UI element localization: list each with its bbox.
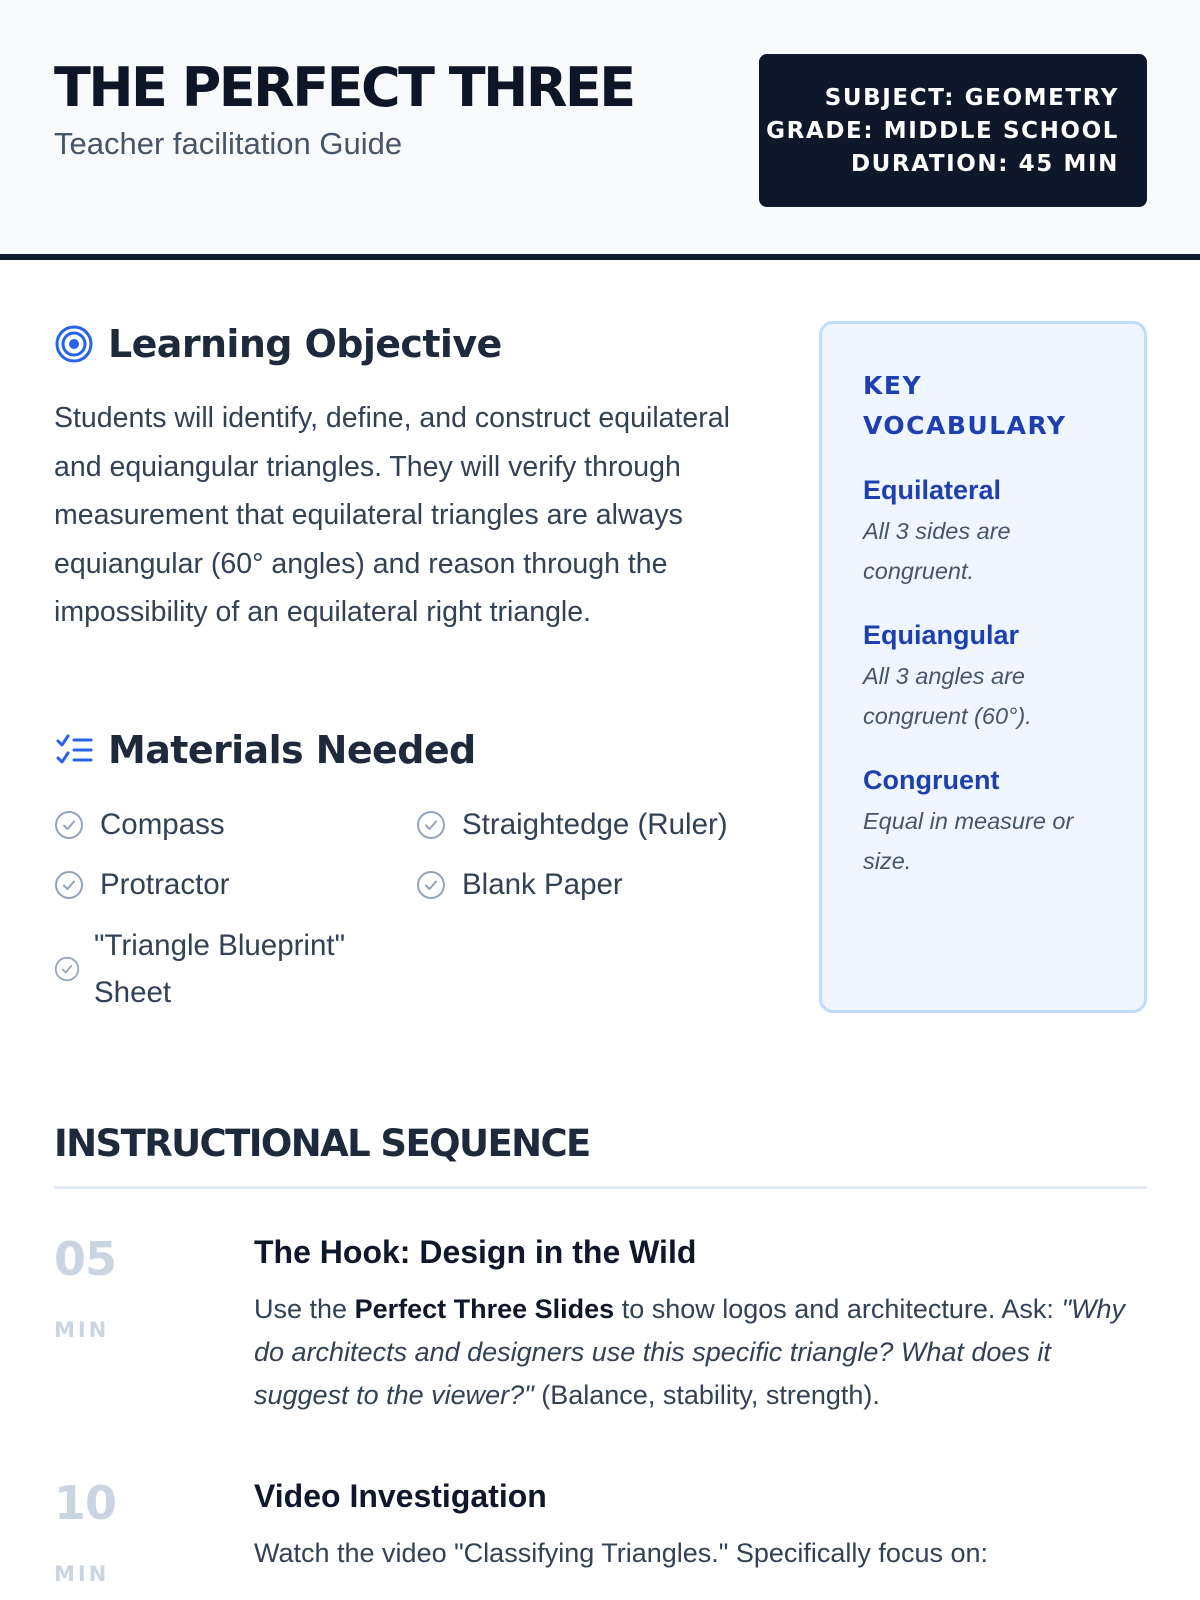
page-title: THE PERFECT THREE — [54, 56, 634, 119]
step-title: The Hook: Design in the Wild — [254, 1234, 697, 1270]
check-circle-icon — [54, 870, 84, 900]
materials-heading — [54, 728, 476, 772]
page-header — [0, 0, 1200, 260]
step-body-text: (Balance, stability, strength). — [533, 1380, 880, 1410]
section-divider — [54, 1186, 1147, 1189]
sequence-heading: INSTRUCTIONAL SEQUENCE — [54, 1122, 590, 1165]
checklist-icon — [54, 730, 94, 770]
page-subtitle: Teacher facilitation Guide — [54, 126, 403, 161]
list-item — [54, 922, 394, 1016]
target-icon — [54, 324, 94, 364]
list-item — [416, 808, 728, 842]
step-unit: MIN — [54, 1318, 110, 1342]
objective-heading-label: Learning Objective — [108, 322, 502, 366]
step-minutes: 10 — [54, 1476, 117, 1530]
list-item — [54, 868, 230, 902]
meta-subject: SUBJECT: GEOMETRY — [824, 85, 1119, 111]
step-unit: MIN — [54, 1562, 110, 1586]
vocab-definition: All 3 angles are congruent (60°). — [863, 663, 1032, 729]
materials-heading-label: Materials Needed — [108, 728, 476, 772]
objective-heading — [54, 322, 502, 366]
step-title: Video Investigation — [254, 1478, 547, 1514]
step-body — [254, 1288, 1147, 1417]
vocab-term: Equiangular — [863, 620, 1020, 650]
check-circle-icon — [416, 810, 446, 840]
key-vocabulary-box — [819, 321, 1147, 1013]
material-label: Compass — [100, 808, 225, 841]
list-item — [54, 808, 225, 842]
vocab-definition: Equal in measure or size. — [863, 808, 1074, 874]
step-body-text: to show logos and architecture. Ask: — [614, 1294, 1062, 1324]
lesson-meta-box — [759, 54, 1147, 207]
meta-duration: DURATION: 45 MIN — [850, 151, 1119, 177]
vocab-term: Congruent — [863, 765, 1000, 795]
check-circle-icon — [54, 956, 80, 982]
material-label: Blank Paper — [462, 868, 623, 901]
vocab-definition: All 3 sides are congruent. — [863, 518, 1011, 584]
step-body-emphasis: Perfect Three Slides — [354, 1294, 615, 1324]
vocab-title — [863, 366, 1106, 446]
step-minutes: 05 — [54, 1232, 117, 1286]
material-label: Protractor — [100, 868, 230, 901]
check-circle-icon — [54, 810, 84, 840]
vocab-title-line: KEY — [863, 371, 923, 400]
check-circle-icon — [416, 870, 446, 900]
vocab-title-line: VOCABULARY — [863, 411, 1067, 440]
objective-text: Students will identify, define, and construct equilateral and equiangular triangles. They will verify through measurement that equilateral triangles are always equiangular (60° angles) and reason through the impossibility of an equilateral right triangle. — [54, 402, 730, 628]
meta-grade: GRADE: MIDDLE SCHOOL — [766, 118, 1119, 144]
material-label: "Triangle Blueprint" Sheet — [94, 929, 346, 1009]
step-body-quote: "Why do architects and designers use this specific triangle? What does it suggest to the viewer?" — [254, 1294, 1126, 1410]
step-body-text: Use the — [254, 1294, 355, 1324]
list-item — [416, 868, 623, 902]
step-body: Watch the video "Classifying Triangles." Specifically focus on: — [254, 1538, 988, 1568]
vocab-term: Equilateral — [863, 475, 1002, 505]
material-label: Straightedge (Ruler) — [462, 808, 728, 841]
